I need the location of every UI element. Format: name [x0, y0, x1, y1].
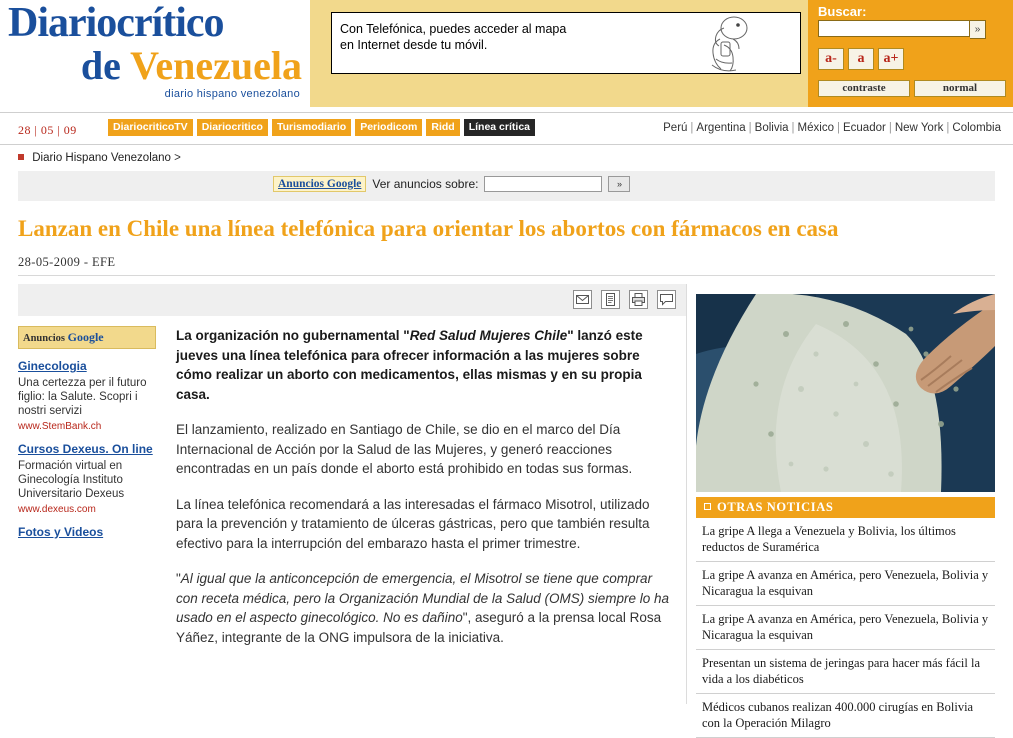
otras-noticias-title: OTRAS NOTICIAS [717, 500, 834, 514]
article-column [18, 284, 686, 645]
ads-header-google: Google [67, 330, 104, 344]
country-link-argentina[interactable]: Argentina [696, 122, 746, 134]
country-link-bolivia[interactable]: Bolivia [754, 122, 789, 134]
breadcrumb [0, 145, 1013, 171]
tab-ridd[interactable]: Ridd [426, 119, 459, 136]
list-item[interactable]: La gripe A avanza en América, pero Venezuela, Bolivia y Nicaragua la esquivan [696, 562, 995, 606]
header-yellow-band [310, 0, 1013, 107]
site-logo[interactable] [8, 2, 308, 100]
tab-periodicom[interactable]: Periodicom [355, 119, 422, 136]
list-item[interactable]: Médicos cubanos realizan 400.000 cirugías en Bolivia con la Operación Milagro [696, 694, 995, 738]
navigation-bar [0, 113, 1013, 145]
ads-header-label: Anuncios [23, 333, 68, 344]
section-marker-icon [704, 503, 711, 510]
pregnant-woman-photo [696, 294, 995, 492]
photo-illustration [696, 294, 995, 492]
email-icon[interactable] [573, 290, 592, 309]
tab-diariocritico[interactable]: Diariocritico [197, 119, 268, 136]
country-link-colombia[interactable]: Colombia [952, 122, 1001, 134]
search-input[interactable] [818, 20, 970, 37]
logo-line-1: Diariocrítico [8, 0, 224, 46]
person-with-phone-illustration [690, 15, 760, 73]
article-paragraph-lead: La organización no gubernamental "Red Salud Mujeres Chile" lanzó este jueves una línea telefónica para ofrecer información a las mujeres sobre cómo realizar un aborto con medicamentos, ellas mismas y en su propia casa. [176, 328, 643, 402]
list-item[interactable]: Presentan un sistema de jeringas para hacer más fácil la vida a los diabéticos [696, 650, 995, 694]
tab-diariocriticotv[interactable]: DiariocriticoTV [108, 119, 193, 136]
comment-icon[interactable] [657, 290, 676, 309]
logo-de: de [80, 43, 131, 88]
article-paragraph: El lanzamiento, realizado en Santiago de Chile, se dio en el marco del Día Internacional de Acción por la Salud de las Mujeres, y generó reacciones encontradas en un país donde el aborto está prohibido en todas sus formas. [176, 422, 633, 476]
normal-contrast-button[interactable]: normal [914, 80, 1006, 97]
sidebar-google-ads [18, 326, 156, 540]
list-item[interactable]: La gripe A avanza en América, pero Venezuela, Bolivia y Nicaragua la esquivan [696, 606, 995, 650]
sidebar-ad-url: www.StemBank.ch [18, 421, 102, 432]
telefonica-ad-banner[interactable] [331, 12, 801, 74]
font-decrease-button[interactable]: a- [818, 48, 844, 70]
sidebar-ad-body: Formación virtual en Ginecología Instituto Universitario Dexeus [18, 460, 125, 500]
search-panel [808, 0, 1013, 107]
otras-noticias-header [696, 497, 995, 518]
article-byline: 28-05-2009 - EFE [18, 255, 116, 269]
article-headline: Lanzan en Chile una línea telefónica para orientar los abortos con fármacos en casa [18, 216, 839, 241]
country-sep: | [748, 122, 752, 134]
article-paragraph: La línea telefónica recomendará a las interesadas el fármaco Misotrol, utilizado para la prevención y tratamiento de úlceras gástricas, pero que también resulta efectivo para la interrupción del embarazo hasta el primer trimestre. [176, 496, 650, 551]
current-date: 28 | 05 | 09 [18, 123, 77, 137]
ads-topic-input[interactable] [484, 176, 602, 192]
sidebar-ad-unit [18, 442, 156, 515]
column-divider [686, 284, 687, 704]
country-sep: | [836, 122, 840, 134]
tab-turismodiario[interactable]: Turismodiario [272, 119, 351, 136]
byline-divider [18, 275, 995, 276]
print-icon[interactable] [629, 290, 648, 309]
article-toolbar-icons [573, 290, 676, 309]
document-icon[interactable] [601, 290, 620, 309]
country-link-peru[interactable]: Perú [663, 122, 688, 134]
logo-venezuela: Venezuela [130, 43, 302, 88]
sidebar-ad-title[interactable]: Fotos y Videos [18, 525, 104, 539]
sidebar-ad-url: www.dexeus.com [18, 504, 96, 515]
right-column [696, 294, 995, 738]
font-normal-button[interactable]: a [848, 48, 874, 70]
tab-linea-critica[interactable]: Línea crítica [464, 119, 535, 136]
country-links [663, 122, 1001, 134]
country-sep: | [946, 122, 950, 134]
sidebar-ad-body: Una certezza per il futuro figlio: la Salute. Scopri i nostri servizi [18, 377, 147, 417]
google-ads-strip [18, 171, 995, 201]
telefonica-ad-text: Con Telefónica, puedes acceder al mapa en Internet desde tu móvil. [340, 22, 567, 52]
search-row [818, 20, 986, 39]
font-size-controls [818, 48, 904, 70]
search-label: Buscar: [818, 4, 867, 19]
article-toolbar [18, 284, 686, 316]
google-ads-strip-controls [273, 176, 630, 192]
country-sep: | [791, 122, 795, 134]
breadcrumb-bullet-icon [18, 154, 24, 160]
country-link-ecuador[interactable]: Ecuador [842, 122, 886, 134]
logo-line-2 [8, 43, 308, 88]
sidebar-ad-unit [18, 525, 156, 540]
article-body [176, 326, 676, 663]
sidebar-ad-title[interactable]: Cursos Dexeus. On line [18, 442, 153, 456]
ver-anuncios-label: Ver anuncios sobre: [372, 177, 479, 191]
breadcrumb-item-home[interactable]: Diario Hispano Venezolano [32, 152, 171, 164]
sidebar-ads-header [18, 326, 156, 349]
search-submit-button[interactable]: » [970, 20, 986, 39]
font-increase-button[interactable]: a+ [878, 48, 904, 70]
site-tabs [108, 119, 535, 136]
sidebar-ad-unit [18, 359, 156, 432]
article-paragraph: "Al igual que la anticoncepción de emergencia, el Misotrol se tiene que comprar con receta médica, pero la Organización Mundial de la Salud (OMS) siempre lo ha usado en el aspecto ginecológico. No es dañino", aseguró a la prensa local Rosa Yáñez, integrante de la ONG impulsora de la iniciativa. [176, 571, 669, 645]
country-link-mexico[interactable]: México [797, 122, 834, 134]
contrast-controls [818, 80, 1006, 97]
contrast-button[interactable]: contraste [818, 80, 910, 97]
breadcrumb-separator: > [174, 152, 181, 164]
country-link-new-york[interactable]: New York [894, 122, 944, 134]
country-sep: | [690, 122, 694, 134]
country-sep: | [888, 122, 892, 134]
ads-topic-submit-button[interactable]: » [608, 176, 630, 192]
site-header [0, 0, 1013, 113]
list-item[interactable]: La gripe A llega a Venezuela y Bolivia, los últimos reductos de Suramérica [696, 518, 995, 562]
logo-tagline: diario hispano venezolano [164, 88, 300, 100]
anuncios-google-link[interactable]: Anuncios Google [273, 176, 366, 192]
sidebar-ad-title[interactable]: Ginecologia [18, 359, 87, 373]
